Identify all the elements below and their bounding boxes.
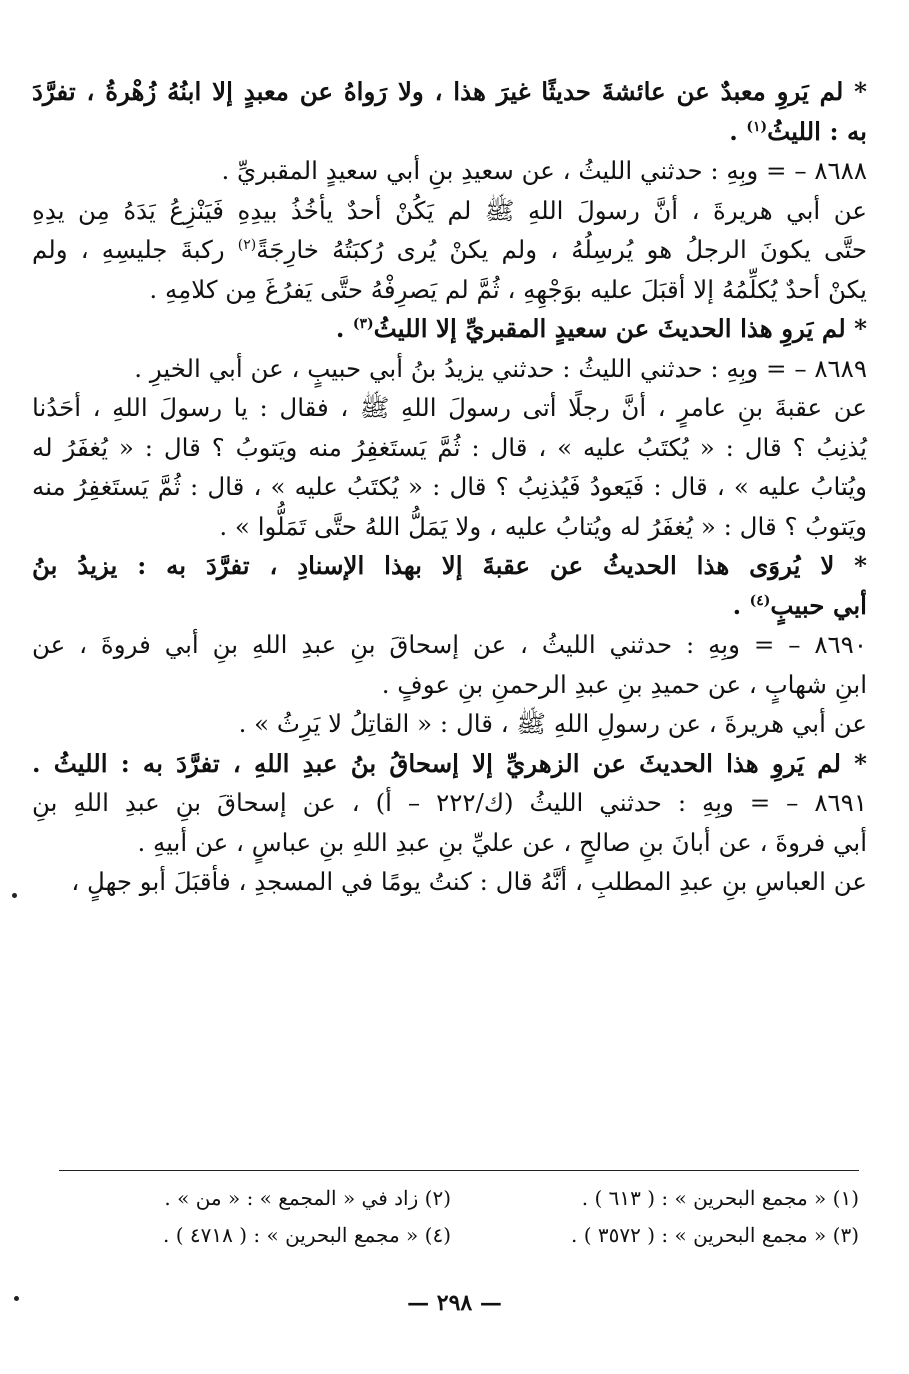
text-line [32, 507, 867, 547]
text-line [32, 467, 867, 507]
text-line [32, 665, 867, 705]
text-line [32, 349, 867, 389]
text-line [32, 309, 867, 349]
text-line [32, 546, 867, 586]
line-text: به : الليثُ [767, 116, 867, 146]
footnote-marker[interactable]: (٢) [237, 236, 257, 253]
footnote-3: (٣) « مجمع البحرين » : ( ٣٥٧٢ ) . [571, 1223, 859, 1247]
text-line [32, 586, 867, 626]
text-line [32, 704, 867, 744]
footnote-2: (٢) زاد في « المجمع » : « من » . [164, 1186, 451, 1210]
text-line [32, 428, 867, 468]
text-line [32, 230, 867, 270]
text-line [32, 783, 867, 823]
scan-speck [14, 1296, 19, 1301]
line-text: ٨٦٩١ – = وبِهِ : حدثني الليثُ (ك/٢٢٢ – أ) ، عن إسحاقَ بنِ عبدِ اللهِ بنِ [32, 788, 867, 817]
text-line [32, 744, 867, 784]
footnote-marker[interactable]: (٤) [749, 592, 771, 609]
line-text: عن أبي هريرةَ ، أنَّ رسولَ اللهِ ﷺ لم يَكُنْ أحدٌ يأخُذُ بيدِهِ فَيَنْزِعُ يَدَهُ مِن يدِهِ [32, 195, 867, 225]
line-text: ٨٦٨٨ – = وبِهِ : حدثني الليثُ ، عن سعيدِ بنِ أبي سعيدٍ المقبريِّ . [221, 156, 867, 185]
text-line [32, 72, 867, 112]
footnote-divider [59, 1170, 859, 1171]
line-text-tail: . [732, 590, 750, 620]
text-line [32, 270, 867, 310]
line-text: يكنْ أحدٌ يُكلِّمُهُ إلا أقبَلَ عليه بوَجْهِهِ ، ثُمَّ لم يَصرِفْهُ حتَّى يَفرُغَ مِن كلامِهِ . [149, 274, 867, 304]
line-text-tail: . [729, 116, 747, 146]
line-text: عن أبي هريرةَ ، عن رسولِ اللهِ ﷺ ، قال : « القاتِلُ لا يَرِثُ » . [238, 709, 867, 738]
line-text: * لم يَروِ هذا الحديثَ عن سعيدٍ المقبريِّ إلا الليثُ [373, 314, 867, 343]
line-text: ٨٦٨٩ – = وبِهِ : حدثني الليثُ : حدثني يزيدُ بنُ أبي حبيبٍ ، عن أبي الخيرِ . [134, 353, 867, 383]
line-text: ويُتابُ عليه » ، قال : فَيَعودُ فَيُذنِبُ ؟ قال : « يُكتَبُ عليه » ، قال : ثُمَّ يَستَغفِرُ منه [32, 472, 867, 501]
line-text: أبي فروةَ ، عن أبانَ بنِ صالحٍ ، عن عليِّ بنِ عبدِ اللهِ بنِ عباسٍ ، عن أبيهِ . [137, 827, 867, 857]
line-text: أبي حبيبٍ [770, 590, 867, 620]
line-text-tail: ركبةَ جليسِهِ ، ولم [32, 235, 238, 264]
line-text: ابنِ شهابٍ ، عن حميدِ بنِ عبدِ الرحمنِ بنِ عوفٍ . [381, 669, 867, 699]
page-body [32, 72, 867, 902]
text-line [32, 112, 867, 152]
line-text: * لم يَروِ هذا الحديثَ عن الزهريِّ إلا إسحاقُ بنُ عبدِ اللهِ ، تفرَّدَ به : الليثُ . [32, 748, 867, 778]
line-text: عن عقبةَ بنِ عامرٍ ، أنَّ رجلًا أتى رسولَ اللهِ ﷺ ، فقال : يا رسولَ اللهِ ، أحَدُنا [32, 393, 867, 422]
page-number: — ٢٩٨ — [407, 1290, 502, 1316]
footnote-row [59, 1217, 859, 1254]
line-text: ويَتوبُ ؟ قال : « يُغفَرُ له ويُتابُ عليه ، ولا يَمَلُّ اللهُ حتَّى تَمَلُّوا » . [219, 511, 867, 541]
footnotes [59, 1180, 859, 1254]
line-text: يُذنِبُ ؟ قال : « يُكتَبُ عليه » ، قال : ثُمَّ يَستَغفِرُ منه ويَتوبُ ؟ قال : « يُغفَرُ له [32, 432, 867, 462]
text-line [32, 191, 867, 231]
footnote-4: (٤) « مجمع البحرين » : ( ٤٧١٨ ) . [163, 1223, 451, 1247]
footnote-row [59, 1180, 859, 1217]
line-text: * لا يُروَى هذا الحديثُ عن عقبةَ إلا بهذا الإسنادِ ، تفرَّدَ به : يزيدُ بنُ [32, 551, 867, 580]
line-text: حتَّى يكونَ الرجلُ هو يُرسِلُهُ ، ولم يكنْ يُرى رُكبَتُهُ خارِجَةً [256, 235, 867, 264]
text-line [32, 151, 867, 191]
line-text: * لم يَروِ معبدٌ عن عائشةَ حديثًا غيرَ هذا ، ولا رَواهُ عن معبدٍ إلا ابنُهُ زُهْرةُ ، تفرَّدَ [32, 77, 867, 106]
footnote-1: (١) « مجمع البحرين » : ( ٦١٣ ) . [581, 1186, 859, 1210]
text-line [32, 862, 867, 902]
text-line [32, 388, 867, 428]
line-text: عن العباسِ بنِ عبدِ المطلبِ ، أنَّهُ قال : كنتُ يومًا في المسجدِ ، فأقبَلَ أبو جهلٍ ، [71, 867, 867, 896]
footnote-marker[interactable]: (١) [746, 118, 768, 135]
scan-speck [12, 893, 17, 898]
line-text: ٨٦٩٠ – = وبِهِ : حدثني الليثُ ، عن إسحاقَ بنِ عبدِ اللهِ بنِ أبي فروةَ ، عن [32, 630, 867, 659]
footnote-marker[interactable]: (٣) [352, 315, 374, 332]
line-text-tail: . [335, 314, 353, 343]
text-line [32, 823, 867, 863]
text-line [32, 625, 867, 665]
